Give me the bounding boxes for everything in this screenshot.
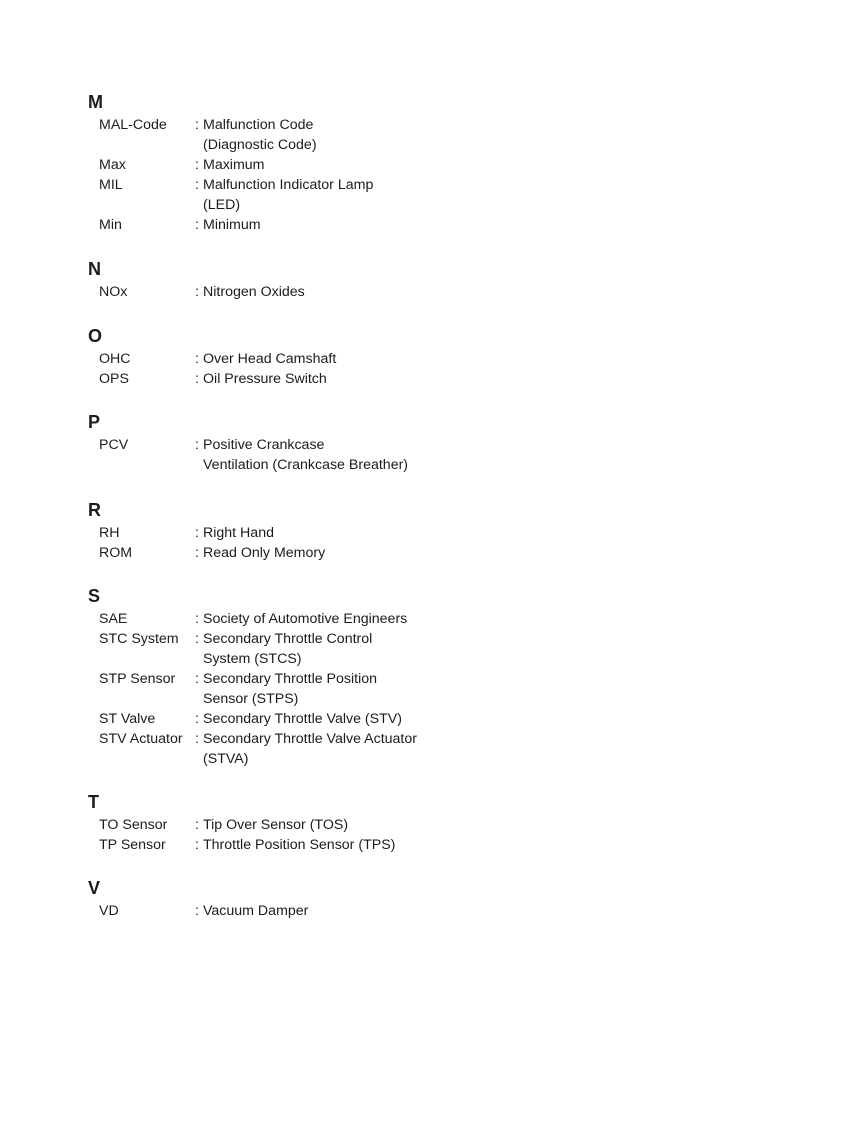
definition-line: Right Hand <box>203 525 274 541</box>
glossary-entry <box>88 729 508 769</box>
entry-colon: : <box>195 371 199 387</box>
entry-colon: : <box>195 117 199 133</box>
glossary-entry <box>88 815 508 835</box>
definition-line: Throttle Position Sensor (TPS) <box>203 837 396 853</box>
entry-list <box>88 435 508 475</box>
glossary-entry <box>88 282 508 302</box>
entry-list <box>88 901 508 921</box>
entry-term: ST Valve <box>99 711 156 727</box>
glossary-entry <box>88 175 508 215</box>
glossary-entry <box>88 155 508 175</box>
section-letter: N <box>88 259 101 279</box>
entry-list <box>88 815 508 855</box>
definition-line: Society of Automotive Engineers <box>203 611 408 627</box>
entry-list <box>88 609 508 769</box>
definition-line: Read Only Memory <box>203 545 326 561</box>
entry-list <box>88 349 508 389</box>
section-s <box>88 586 508 769</box>
glossary-entry <box>88 369 508 389</box>
definition-line: Over Head Camshaft <box>203 351 337 367</box>
section-p <box>88 412 508 475</box>
entry-definition <box>203 435 463 475</box>
entry-definition <box>203 349 463 369</box>
entry-colon: : <box>195 545 199 561</box>
entry-colon: : <box>195 711 199 727</box>
entry-definition <box>203 175 463 215</box>
glossary-entry <box>88 435 508 475</box>
section-letter: P <box>88 412 101 432</box>
glossary-entry <box>88 835 508 855</box>
entry-colon: : <box>195 817 199 833</box>
entry-term: Min <box>99 217 122 233</box>
section-n <box>88 259 508 302</box>
definition-line: Secondary Throttle Valve Actuator <box>203 731 417 747</box>
entry-colon: : <box>195 611 199 627</box>
glossary-entry <box>88 629 508 669</box>
definition-line: Secondary Throttle Control <box>203 631 373 647</box>
glossary-entry <box>88 349 508 369</box>
entry-definition <box>203 709 463 729</box>
section-letter: S <box>88 586 101 606</box>
section-letter: T <box>88 792 99 812</box>
glossary-entry <box>88 709 508 729</box>
entry-term: STP Sensor <box>99 671 176 687</box>
entry-term: SAE <box>99 611 128 627</box>
entry-definition <box>203 609 463 629</box>
entry-colon: : <box>195 525 199 541</box>
definition-line: (STVA) <box>203 751 249 767</box>
entry-term: MIL <box>99 177 123 193</box>
entry-colon: : <box>195 731 199 747</box>
entry-term: Max <box>99 157 126 173</box>
definition-line: Secondary Throttle Position <box>203 671 378 687</box>
definition-line: (LED) <box>203 197 241 213</box>
glossary-entry <box>88 543 508 563</box>
entry-definition <box>203 815 463 835</box>
entry-list <box>88 282 508 302</box>
entry-definition <box>203 669 463 709</box>
entry-colon: : <box>195 217 199 233</box>
entry-term: OHC <box>99 351 131 367</box>
section-letter: O <box>88 326 103 346</box>
entry-colon: : <box>195 631 199 647</box>
entry-definition <box>203 282 463 302</box>
section-letter: R <box>88 500 101 520</box>
entry-term: NOx <box>99 284 128 300</box>
entry-term: PCV <box>99 437 129 453</box>
entry-term: OPS <box>99 371 129 387</box>
entry-definition <box>203 155 463 175</box>
entry-list <box>88 523 508 563</box>
entry-definition <box>203 835 463 855</box>
section-v <box>88 878 508 921</box>
definition-line: Minimum <box>203 217 261 233</box>
section-letter: M <box>88 92 103 112</box>
glossary-entry <box>88 609 508 629</box>
entry-term: MAL-Code <box>99 117 167 133</box>
section-r <box>88 500 508 563</box>
entry-term: RH <box>99 525 120 541</box>
entry-colon: : <box>195 284 199 300</box>
definition-line: Oil Pressure Switch <box>203 371 327 387</box>
glossary-entry <box>88 215 508 235</box>
glossary-entry <box>88 523 508 543</box>
definition-line: Sensor (STPS) <box>203 691 299 707</box>
entry-definition <box>203 115 463 155</box>
definition-line: Positive Crankcase <box>203 437 325 453</box>
entry-term: STV Actuator <box>99 731 183 747</box>
definition-line: Ventilation (Crankcase Breather) <box>203 457 409 473</box>
entry-definition <box>203 369 463 389</box>
glossary-entry <box>88 115 508 155</box>
definition-line: System (STCS) <box>203 651 302 667</box>
entry-term: TO Sensor <box>99 817 168 833</box>
entry-colon: : <box>195 837 199 853</box>
entry-definition <box>203 629 463 669</box>
section-letter: V <box>88 878 101 898</box>
definition-line: Vacuum Damper <box>203 903 309 919</box>
entry-term: ROM <box>99 545 133 561</box>
entry-definition <box>203 523 463 543</box>
glossary-entry <box>88 901 508 921</box>
entry-term: VD <box>99 903 119 919</box>
entry-definition <box>203 543 463 563</box>
entry-colon: : <box>195 903 199 919</box>
entry-colon: : <box>195 157 199 173</box>
definition-line: (Diagnostic Code) <box>203 137 317 153</box>
entry-list <box>88 115 508 235</box>
section-m <box>88 92 508 235</box>
entry-definition <box>203 729 463 769</box>
section-t <box>88 792 508 855</box>
glossary-entry <box>88 669 508 709</box>
entry-colon: : <box>195 671 199 687</box>
entry-term: TP Sensor <box>99 837 166 853</box>
entry-colon: : <box>195 177 199 193</box>
entry-colon: : <box>195 437 199 453</box>
definition-line: Nitrogen Oxides <box>203 284 305 300</box>
definition-line: Maximum <box>203 157 265 173</box>
definition-line: Secondary Throttle Valve (STV) <box>203 711 402 727</box>
definition-line: Malfunction Code <box>203 117 314 133</box>
entry-definition <box>203 215 463 235</box>
entry-term: STC System <box>99 631 179 647</box>
section-o <box>88 326 508 389</box>
definition-line: Tip Over Sensor (TOS) <box>203 817 349 833</box>
entry-definition <box>203 901 463 921</box>
definition-line: Malfunction Indicator Lamp <box>203 177 374 193</box>
entry-colon: : <box>195 351 199 367</box>
